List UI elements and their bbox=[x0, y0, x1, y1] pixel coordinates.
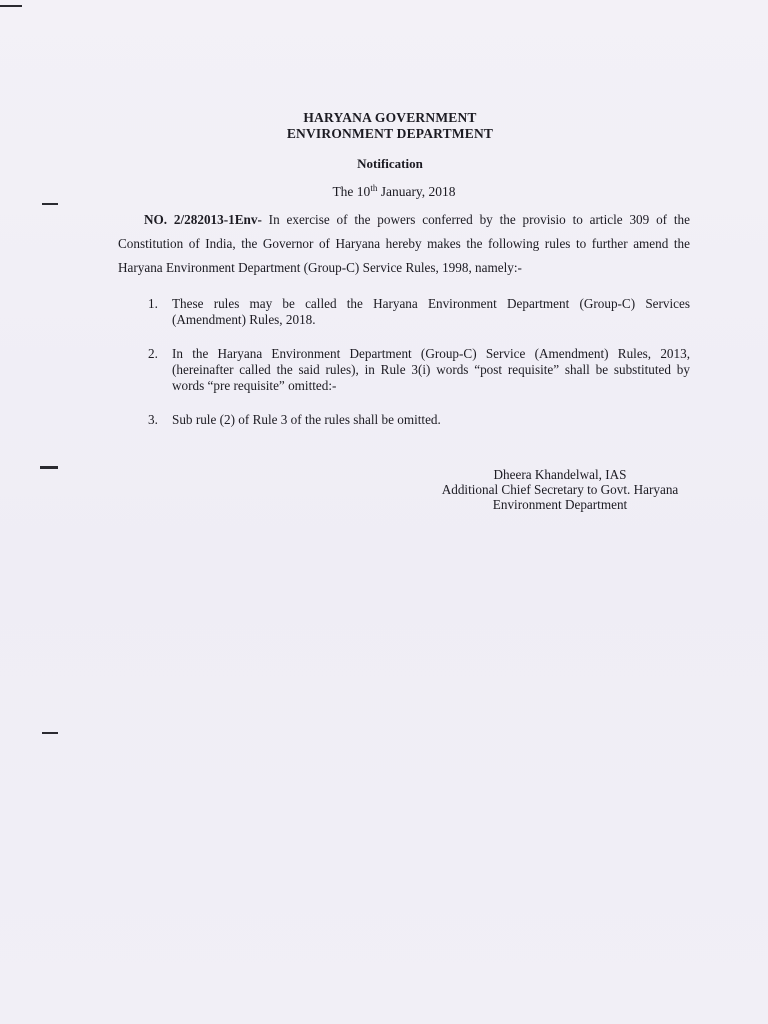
department-heading: ENVIRONMENT DEPARTMENT bbox=[286, 126, 494, 141]
notification-title: Notification bbox=[357, 156, 423, 171]
punch-mark-1 bbox=[42, 203, 58, 205]
rule-number: 3. bbox=[148, 412, 158, 427]
reference-number: NO. 2/282013-1Env- bbox=[144, 212, 262, 227]
rule-text: In the Haryana Environment Department (Group-C) Service (Amendment) Rules, 2013, (hereinafter called the said rules), in Rule 3(i) words “post requisite” shall be substituted by words “pre requisite” omitted:- bbox=[172, 346, 690, 393]
notification-date: The 10th January, 2018 bbox=[332, 183, 456, 199]
rule-text: Sub rule (2) of Rule 3 of the rules shall be omitted. bbox=[172, 412, 441, 427]
rules-list bbox=[148, 296, 690, 446]
signatory-department: Environment Department bbox=[492, 497, 628, 512]
rule-item-3 bbox=[148, 412, 690, 428]
signature-block bbox=[420, 467, 700, 512]
signatory-designation: Additional Chief Secretary to Govt. Haryana bbox=[441, 482, 679, 497]
intro-line-2: Constitution of India, the Governor of Haryana hereby makes the following rules to further amend the bbox=[118, 236, 690, 251]
signatory-name: Dheera Khandelwal, IAS bbox=[493, 467, 627, 482]
punch-mark-3 bbox=[42, 732, 58, 734]
intro-paragraph bbox=[118, 208, 690, 280]
rule-item-2 bbox=[148, 346, 690, 394]
punch-mark-2 bbox=[40, 466, 58, 469]
rule-item-1 bbox=[148, 296, 690, 328]
rule-number: 2. bbox=[148, 346, 158, 361]
rule-number: 1. bbox=[148, 296, 158, 311]
govt-heading: HARYANA GOVERNMENT bbox=[303, 110, 477, 125]
intro-line-1: NO. 2/282013-1Env- In exercise of the powers conferred by the provisio to article 309 of the bbox=[144, 212, 691, 227]
scan-mark-top-left bbox=[0, 5, 22, 7]
intro-line-3: Haryana Environment Department (Group-C) Service Rules, 1998, namely:- bbox=[118, 260, 522, 275]
rule-text: These rules may be called the Haryana Environment Department (Group-C) Services (Amendment) Rules, 2018. bbox=[172, 296, 690, 327]
